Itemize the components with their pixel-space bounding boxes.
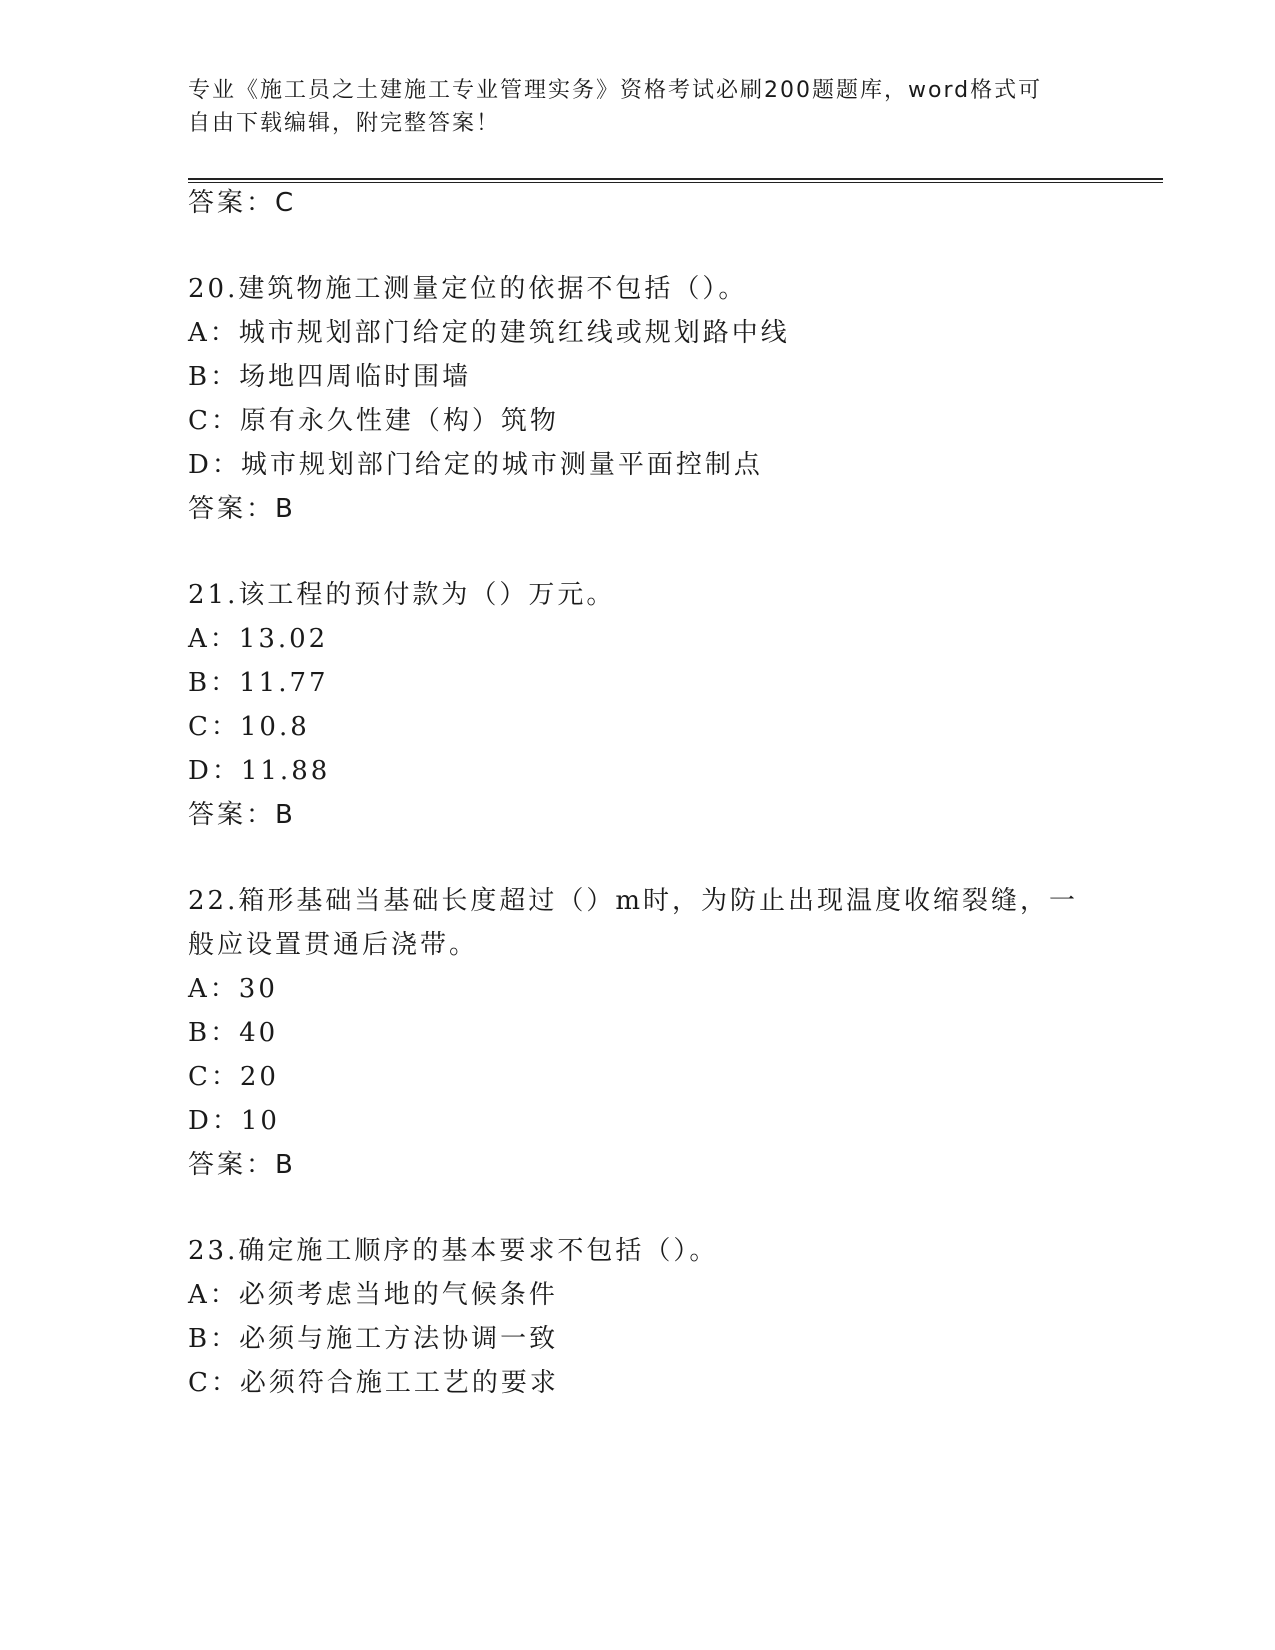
- question-22-option-b: B：40: [188, 1018, 279, 1048]
- question-21-option-b: B：11.77: [188, 668, 329, 698]
- question-20-option-c: C：原有永久性建（构）筑物: [188, 406, 559, 436]
- question-20-answer: 答案：B: [188, 494, 296, 524]
- question-21-option-d: D：11.88: [188, 756, 331, 786]
- question-23-stem: 23.确定施工顺序的基本要求不包括（）。: [188, 1236, 719, 1266]
- question-21-answer: 答案：B: [188, 800, 296, 830]
- question-22-option-d: D：10: [188, 1106, 280, 1136]
- answer-line: 答案：C: [188, 188, 297, 218]
- question-22-stem-line-2: 般应设置贯通后浇带。: [188, 930, 479, 960]
- question-22-stem-line-1: 22.箱形基础当基础长度超过（）m时，为防止出现温度收缩裂缝，一: [188, 886, 1079, 916]
- question-21-option-c: C：10.8: [188, 712, 310, 742]
- header-divider: [188, 178, 1163, 183]
- header-title-line-1: 专业《施工员之土建施工专业管理实务》资格考试必刷200题题库，word格式可: [188, 78, 1043, 103]
- question-21-stem: 21.该工程的预付款为（）万元。: [188, 580, 616, 610]
- question-22-answer: 答案：B: [188, 1150, 296, 1180]
- question-20-option-b: B：场地四周临时围墙: [188, 362, 472, 392]
- question-23-option-a: A：必须考虑当地的气候条件: [188, 1280, 558, 1310]
- question-21-option-a: A：13.02: [188, 624, 329, 654]
- question-20-option-a: A：城市规划部门给定的建筑红线或规划路中线: [188, 318, 790, 348]
- question-20-option-d: D：城市规划部门给定的城市测量平面控制点: [188, 450, 763, 480]
- header-title-line-2: 自由下载编辑，附完整答案！: [188, 111, 501, 136]
- question-22-option-c: C：20: [188, 1062, 279, 1092]
- document-header: [188, 74, 1068, 140]
- question-20-stem: 20.建筑物施工测量定位的依据不包括（）。: [188, 274, 748, 304]
- question-23-option-b: B：必须与施工方法协调一致: [188, 1324, 559, 1354]
- question-22-option-a: A：30: [188, 974, 278, 1004]
- question-23-option-c: C：必须符合施工工艺的要求: [188, 1368, 559, 1398]
